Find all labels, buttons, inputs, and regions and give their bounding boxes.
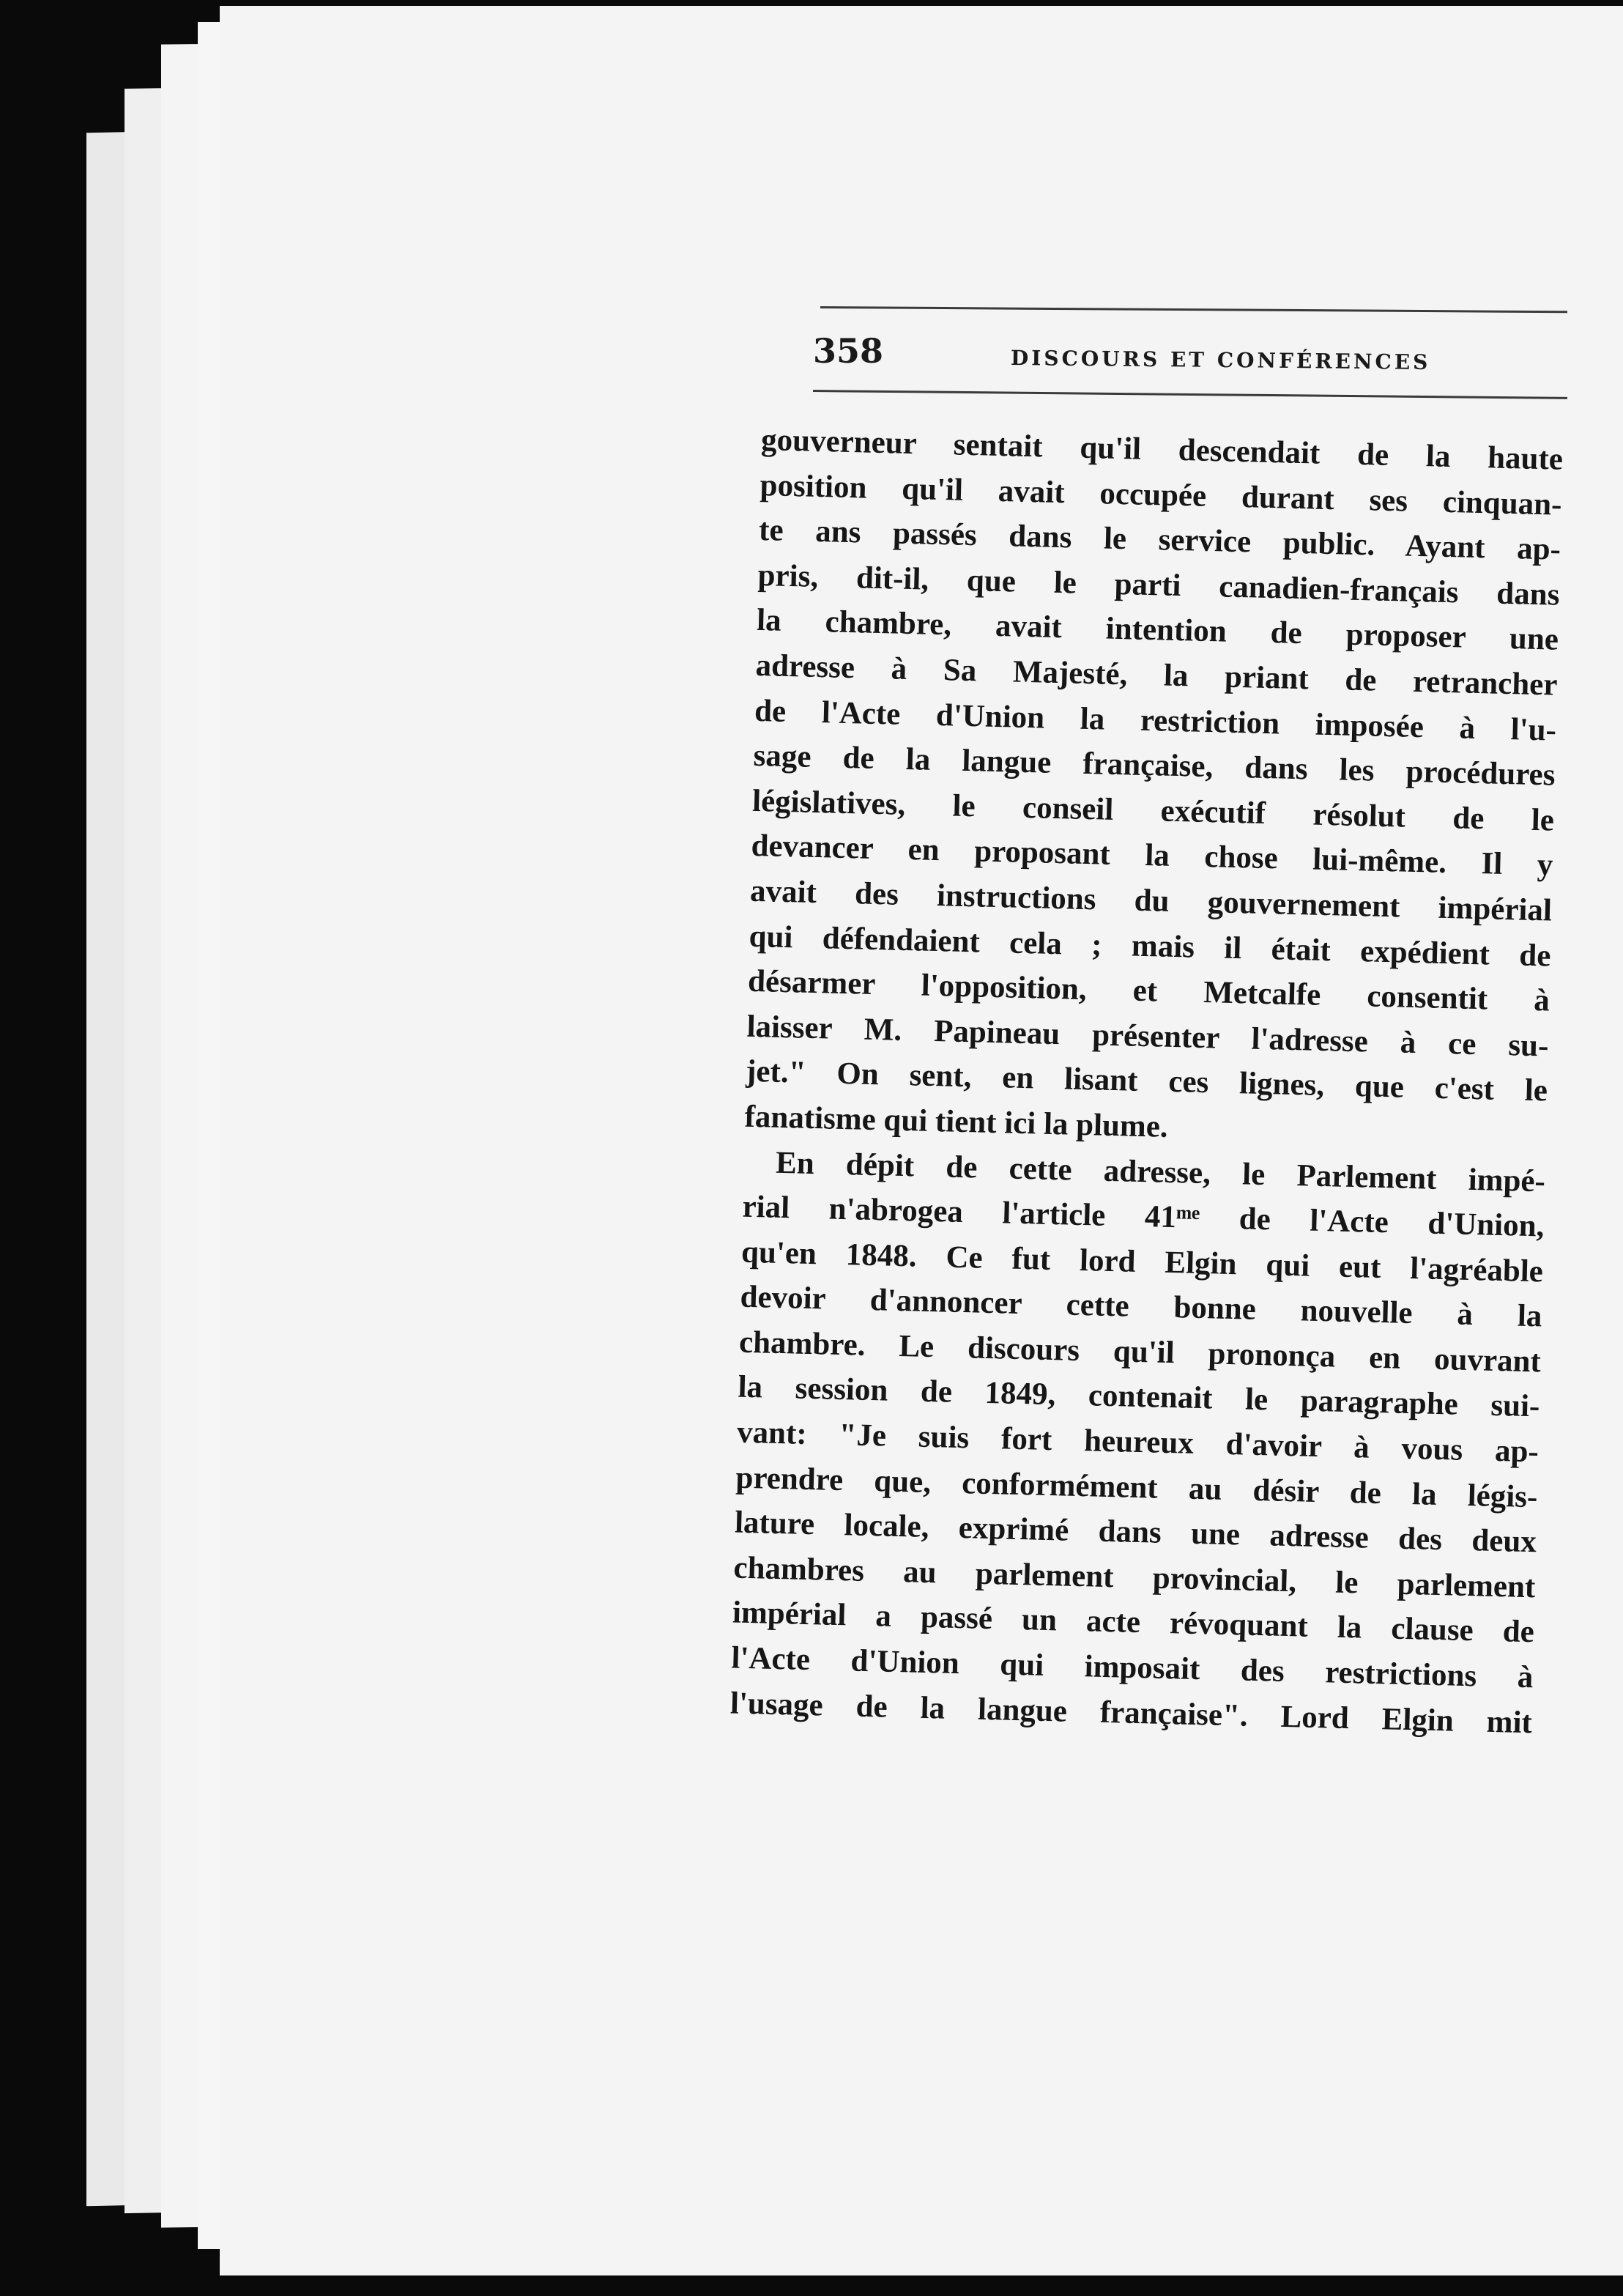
page-number: 358 (813, 331, 884, 371)
text-line: chambres au parlement provincial, le parlement (733, 1550, 1536, 1605)
text-line: qui défendaient cela ; mais il était expédient de (749, 919, 1551, 974)
text-line: chambre. Le discours qu'il prononça en ouvrant (738, 1325, 1542, 1380)
text-line: qu'en 1848. Ce fut lord Elgin qui eut l'agréable (740, 1234, 1544, 1289)
text-line: la chambre, avait intention de proposer une (756, 603, 1559, 658)
text-line: l'usage de la langue française". Lord Elgin mit (729, 1686, 1533, 1740)
text-line: vant: "Je suis fort heureux d'avoir à vous ap- (736, 1415, 1540, 1470)
text-line: rial n'abrogea l'article 41ᵐᵉ de l'Acte d'Union, (742, 1189, 1545, 1244)
text-line: gouverneur sentait qu'il descendait de la haute (760, 422, 1564, 477)
text-line: la session de 1849, contenait le paragraphe sui- (738, 1370, 1540, 1424)
text-line: de l'Acte d'Union la restriction imposée à l'u- (754, 693, 1557, 748)
text-line: impérial a passé un acte révoquant la clause de (732, 1595, 1535, 1650)
text-line: l'Acte d'Union qui imposait des restrictions à (731, 1640, 1534, 1695)
text-line: prendre que, conformément au désir de la légis- (735, 1460, 1538, 1514)
text-line: laisser M. Papineau présenter l'adresse à ce su- (746, 1009, 1549, 1064)
text-line: pris, dit-il, que le parti canadien-français dans (757, 558, 1560, 612)
body-text (729, 418, 1563, 1745)
text-line: désarmer l'opposition, et Metcalfe consentit à (747, 963, 1550, 1018)
text-line: devoir d'annoncer cette bonne nouvelle à la (740, 1279, 1542, 1334)
text-line: devancer en proposant la chose lui-même. Il y (751, 829, 1553, 883)
text-line: sage de la langue française, dans les procédures (753, 738, 1556, 793)
text-line: En dépit de cette adresse, le Parlement impé- (775, 1145, 1546, 1199)
text-line: te ans passés dans le service public. Ayant ap- (758, 513, 1561, 567)
text-line: jet." On sent, en lisant ces lignes, que c'est le (745, 1054, 1548, 1108)
text-line: position qu'il avait occupée durant ses cinquan- (759, 467, 1562, 522)
text-line: fanatisme qui tient ici la plume. (744, 1099, 1169, 1144)
text-line: lature locale, exprimé dans une adresse des deux (734, 1505, 1537, 1560)
text-line: avait des instructions du gouvernement impérial (749, 873, 1553, 928)
running-head: DISCOURS ET CONFÉRENCES (1010, 346, 1431, 375)
text-line: législatives, le conseil exécutif résolut de le (751, 783, 1555, 838)
text-line: adresse à Sa Majesté, la priant de retrancher (755, 648, 1558, 703)
